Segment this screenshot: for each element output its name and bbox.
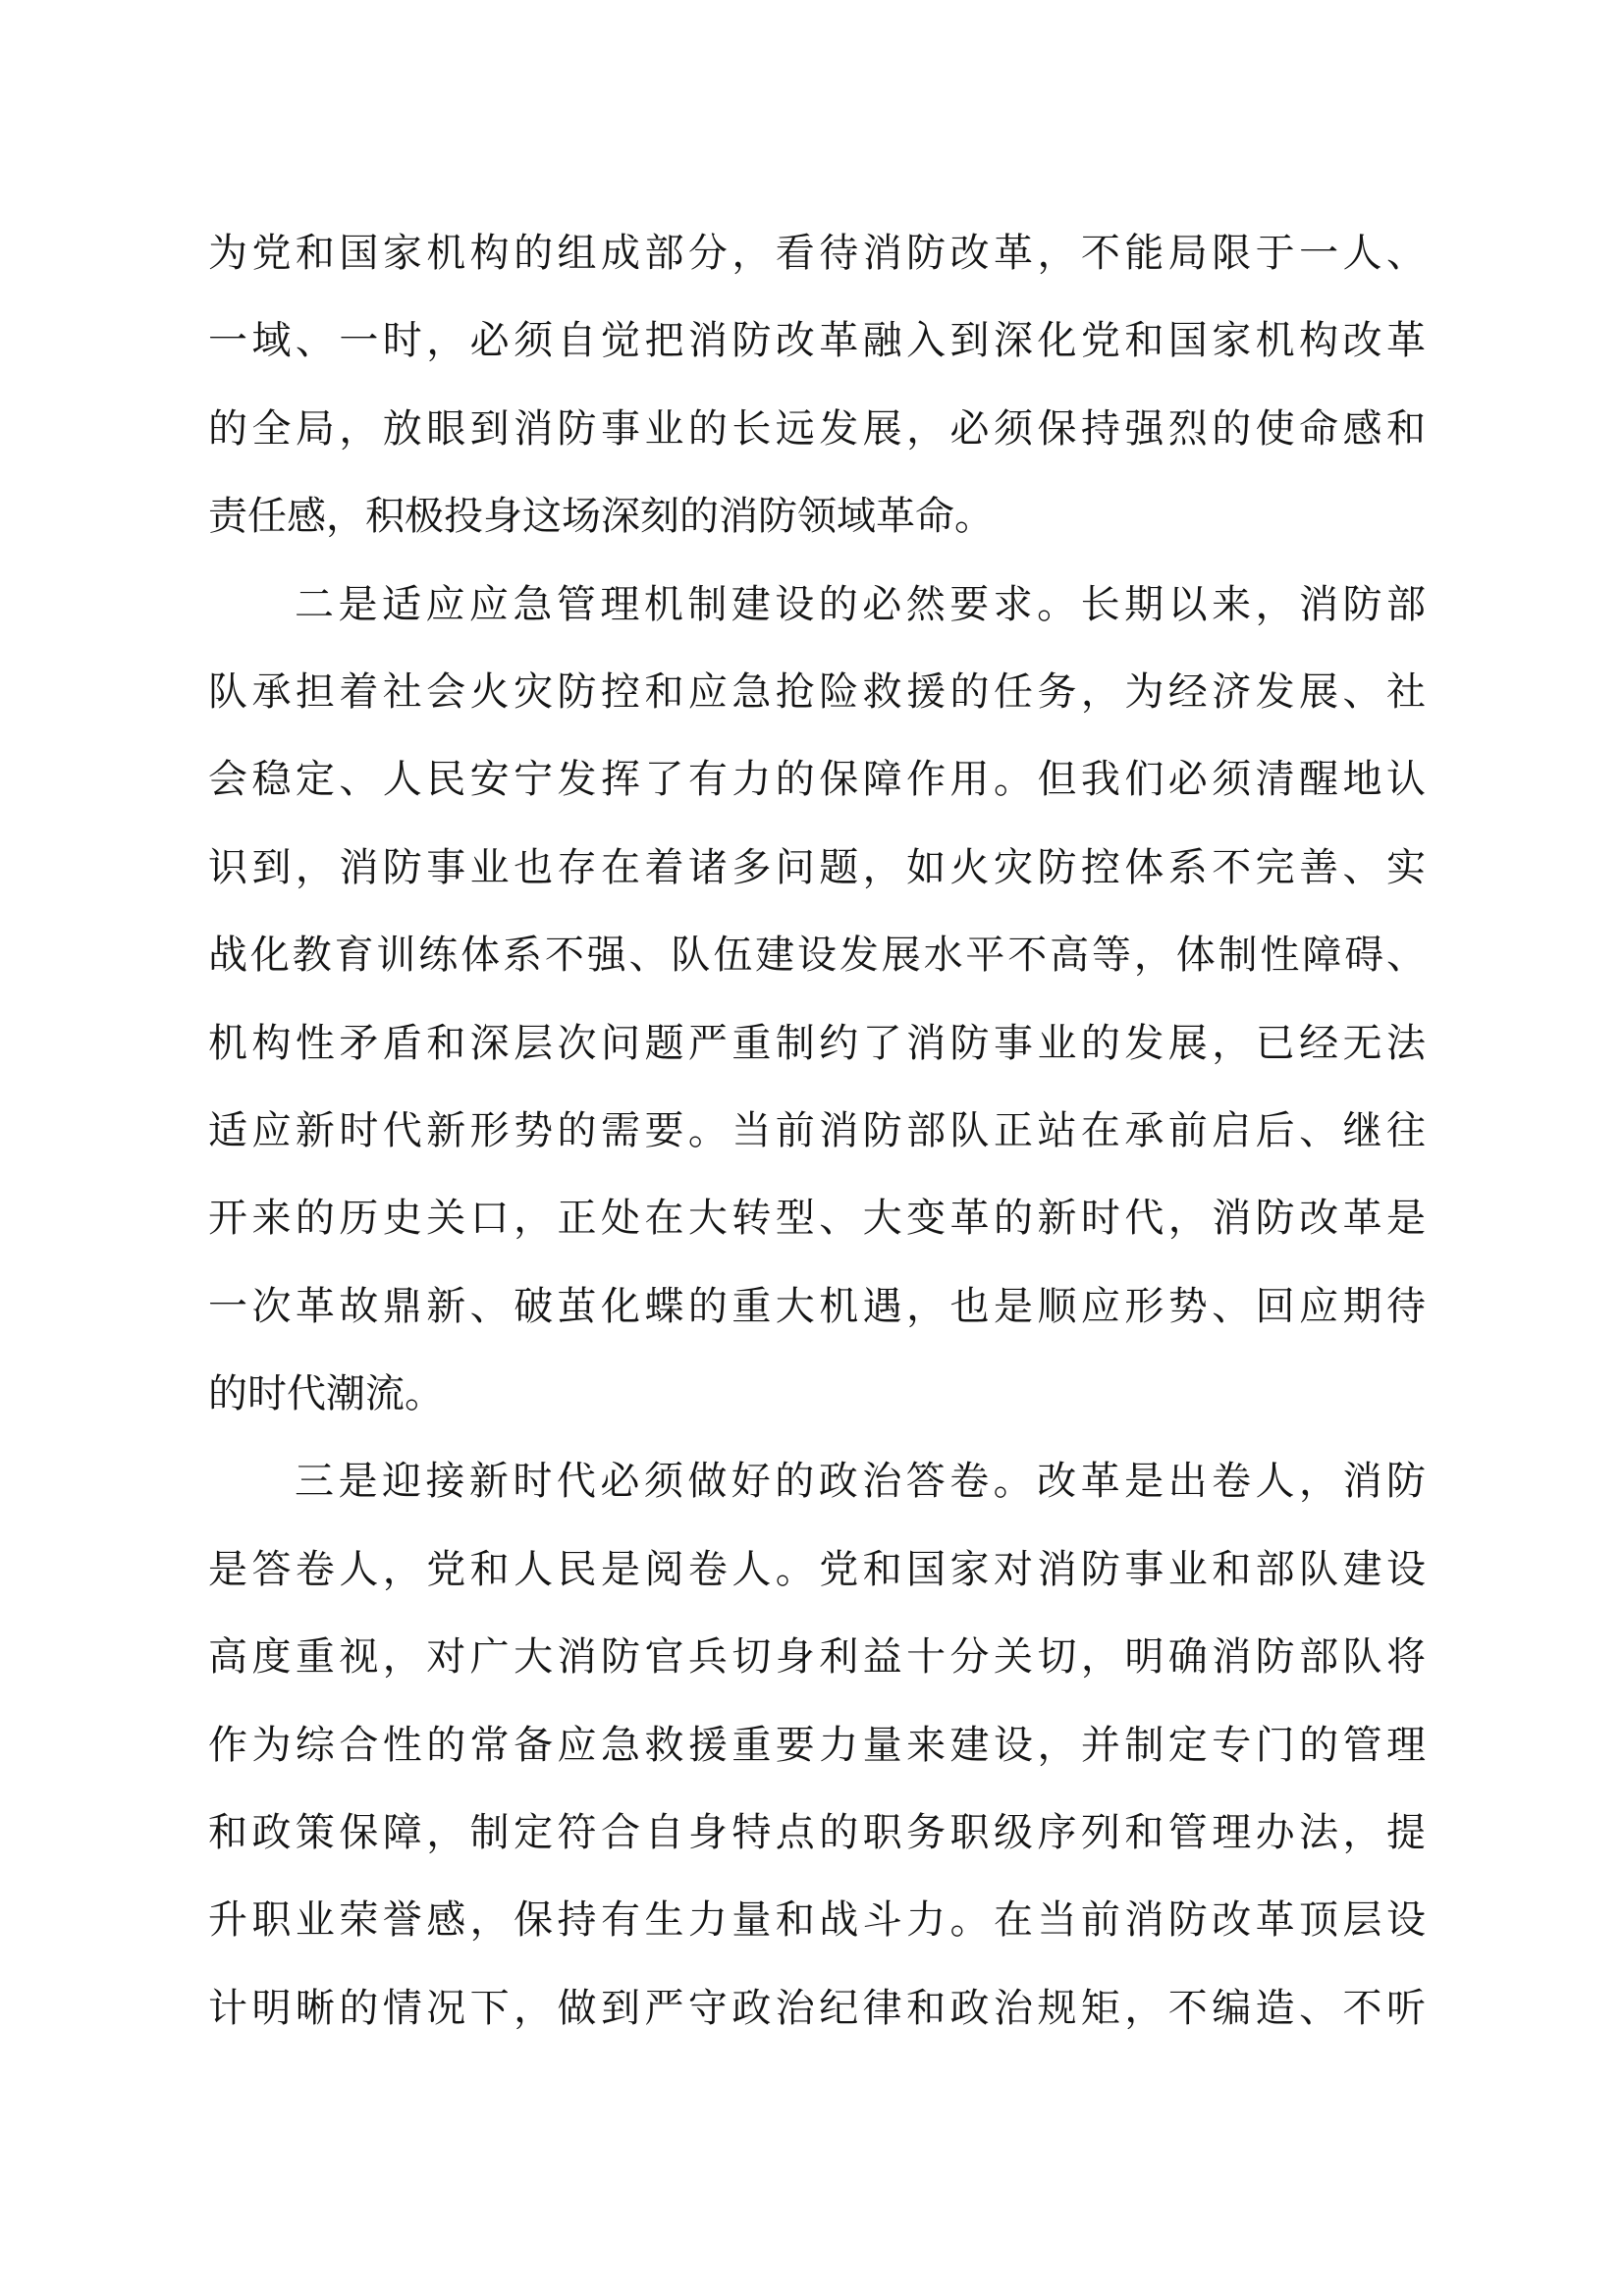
text-line: 适应新时代新形势的需要。当前消防部队正站在承前启后、继往 (208, 1107, 1426, 1153)
paragraph-start-line: 三是迎接新时代必须做好的政治答卷。改革是出卷人，消防 (295, 1459, 1426, 1505)
text-line: 作为综合性的常备应急救援重要力量来建设，并制定专门的管理 (208, 1722, 1426, 1768)
text-line: 高度重视，对广大消防官兵切身利益十分关切，明确消防部队将 (208, 1634, 1426, 1681)
body-text (208, 210, 1426, 2053)
text-line: 责任感，积极投身这场深刻的消防领域革命。 (208, 494, 994, 540)
text-line: 会稳定、人民安宁发挥了有力的保障作用。但我们必须清醒地认 (208, 757, 1426, 803)
text-line: 一次革故鼎新、破茧化蝶的重大机遇，也是顺应形势、回应期待 (208, 1283, 1426, 1329)
text-line: 开来的历史关口，正处在大转型、大变革的新时代，消防改革是 (208, 1196, 1426, 1242)
text-line: 识到，消防事业也存在着诸多问题，如火灾防控体系不完善、实 (208, 844, 1426, 890)
text-line: 是答卷人，党和人民是阅卷人。党和国家对消防事业和部队建设 (208, 1546, 1426, 1592)
text-line: 为党和国家机构的组成部分，看待消防改革，不能局限于一人、 (208, 231, 1426, 276)
text-line: 计明晰的情况下，做到严守政治纪律和政治规矩，不编造、不听 (208, 1985, 1426, 2031)
text-line: 战化教育训练体系不强、队伍建设发展水平不高等，体制性障碍、 (208, 933, 1426, 979)
text-line: 和政策保障，制定符合自身特点的职务职级序列和管理办法，提 (208, 1810, 1426, 1856)
text-line: 一域、一时，必须自觉把消防改革融入到深化党和国家机构改革 (208, 318, 1426, 364)
text-line: 队承担着社会火灾防控和应急抢险救援的任务，为经济发展、社 (208, 668, 1426, 715)
text-line: 升职业荣誉感，保持有生力量和战斗力。在当前消防改革顶层设 (208, 1897, 1426, 1944)
text-line: 的时代潮流。 (208, 1371, 444, 1417)
text-line: 机构性矛盾和深层次问题严重制约了消防事业的发展，已经无法 (208, 1020, 1426, 1066)
text-line: 的全局，放眼到消防事业的长远发展，必须保持强烈的使命感和 (208, 405, 1426, 452)
paragraph-start-line: 二是适应应急管理机制建设的必然要求。长期以来，消防部 (295, 581, 1426, 627)
